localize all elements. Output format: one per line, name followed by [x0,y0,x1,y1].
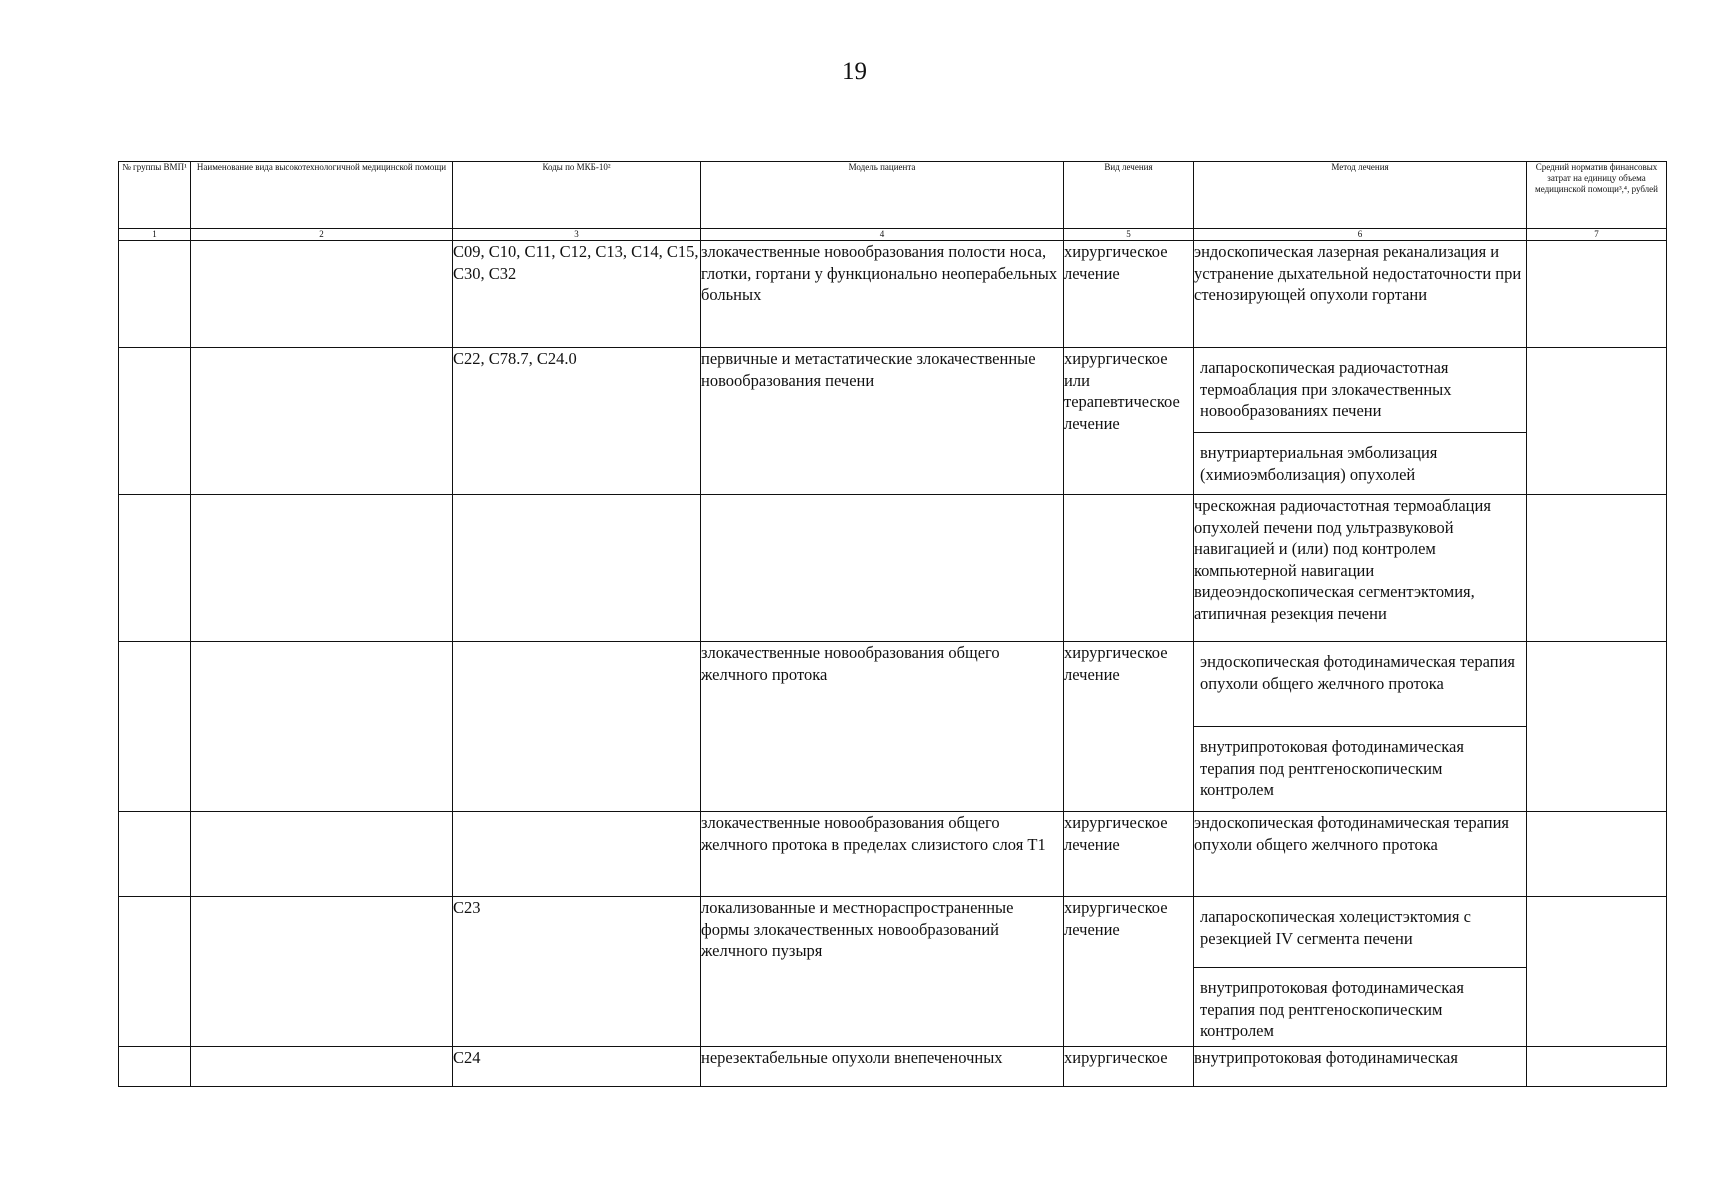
care-type-cell [191,495,453,642]
icd-codes-cell: C22, C78.7, C24.0 [453,348,701,495]
treatment-method-cell: чрескожная радиочастотная термоаблация опухолей печени под ультразвуковой навигацией и (или) под контролем компьютерной навигации видеоэндоскопическая сегментэктомия, атипичная резекция печени [1194,495,1527,642]
column-number: 4 [701,229,1064,241]
care-type-cell [191,642,453,812]
cost-cell [1527,348,1667,495]
table-row [119,1046,1667,1086]
treatment-method: внутрипротоковая фотодинамическая терапия под рентгеноскопическим контролем [1194,967,1526,1046]
treatment-type-cell: хирургическое [1064,1046,1194,1086]
cost-cell [1527,897,1667,1047]
group-cell [119,1046,191,1086]
treatment-type-cell: хирургическое лечение [1064,897,1194,1047]
column-number: 2 [191,229,453,241]
vmp-table [118,161,1667,1087]
icd-codes-cell [453,495,701,642]
treatment-method: внутриартериальная эмболизация (химиоэмболизация) опухолей [1194,432,1526,489]
patient-model-cell: локализованные и местнораспространенные формы злокачественных новообразований желчного пузыря [701,897,1064,1047]
icd-codes-cell: C23 [453,897,701,1047]
cost-cell [1527,642,1667,812]
header-cost-standard: Средний норматив финансовых затрат на единицу объема медицинской помощи³,⁴, рублей [1527,162,1667,229]
treatment-method: эндоскопическая фотодинамическая терапия опухоли общего желчного протока [1200,652,1515,693]
cost-cell [1527,812,1667,897]
care-type-cell [191,812,453,897]
cost-cell [1527,241,1667,348]
page-number: 19 [842,58,867,85]
treatment-method-cell [1194,897,1527,1047]
icd-codes-cell: C09, C10, C11, C12, C13, C14, C15, C30, C32 [453,241,701,348]
treatment-type-cell [1064,495,1194,642]
column-number: 3 [453,229,701,241]
patient-model-cell: первичные и метастатические злокачественные новообразования печени [701,348,1064,495]
treatment-method-cell: внутрипротоковая фотодинамическая [1194,1046,1527,1086]
treatment-method-cell [1194,642,1527,812]
cost-cell [1527,495,1667,642]
treatment-method: внутрипротоковая фотодинамическая терапия под рентгеноскопическим контролем [1194,726,1526,805]
patient-model-cell: злокачественные новообразования общего желчного протока в пределах слизистого слоя T1 [701,812,1064,897]
header-care-type: Наименование вида высокотехнологичной медицинской помощи [191,162,453,229]
header-icd-codes: Коды по МКБ-10² [453,162,701,229]
group-cell [119,897,191,1047]
table-row [119,642,1667,812]
care-type-cell [191,1046,453,1086]
table-row [119,495,1667,642]
patient-model-cell: злокачественные новообразования общего желчного протока [701,642,1064,812]
group-cell [119,241,191,348]
treatment-type-cell: хирургическое лечение [1064,241,1194,348]
treatment-type-cell: хирургическое лечение [1064,642,1194,812]
header-group-number: № группы ВМП¹ [119,162,191,229]
treatment-method: лапароскопическая холецистэктомия с резекцией IV сегмента печени [1200,907,1471,948]
treatment-method-cell [1194,348,1527,495]
patient-model-cell: нерезектабельные опухоли внепеченочных [701,1046,1064,1086]
column-number: 6 [1194,229,1527,241]
care-type-cell [191,897,453,1047]
header-treatment-type: Вид лечения [1064,162,1194,229]
cost-cell [1527,1046,1667,1086]
treatment-type-cell: хирургическое или терапевтическое лечение [1064,348,1194,495]
icd-codes-cell [453,642,701,812]
group-cell [119,812,191,897]
patient-model-cell [701,495,1064,642]
group-cell [119,495,191,642]
table-row [119,812,1667,897]
treatment-method-cell: эндоскопическая лазерная реканализация и устранение дыхательной недостаточности при стенозирующей опухоли гортани [1194,241,1527,348]
header-patient-model: Модель пациента [701,162,1064,229]
column-number: 7 [1527,229,1667,241]
column-number: 1 [119,229,191,241]
group-cell [119,642,191,812]
icd-codes-cell [453,812,701,897]
column-number-row [119,229,1667,241]
table-row [119,897,1667,1047]
header-treatment-method: Метод лечения [1194,162,1527,229]
table-row [119,241,1667,348]
group-cell [119,348,191,495]
treatment-method-cell: эндоскопическая фотодинамическая терапия опухоли общего желчного протока [1194,812,1527,897]
treatment-type-cell: хирургическое лечение [1064,812,1194,897]
table-row [119,348,1667,495]
patient-model-cell: злокачественные новообразования полости носа, глотки, гортани у функционально неоперабельных больных [701,241,1064,348]
care-type-cell [191,241,453,348]
treatment-method: лапароскопическая радиочастотная термоаблация при злокачественных новообразованиях печени [1200,358,1452,420]
icd-codes-cell: C24 [453,1046,701,1086]
column-number: 5 [1064,229,1194,241]
header-row [119,162,1667,229]
care-type-cell [191,348,453,495]
